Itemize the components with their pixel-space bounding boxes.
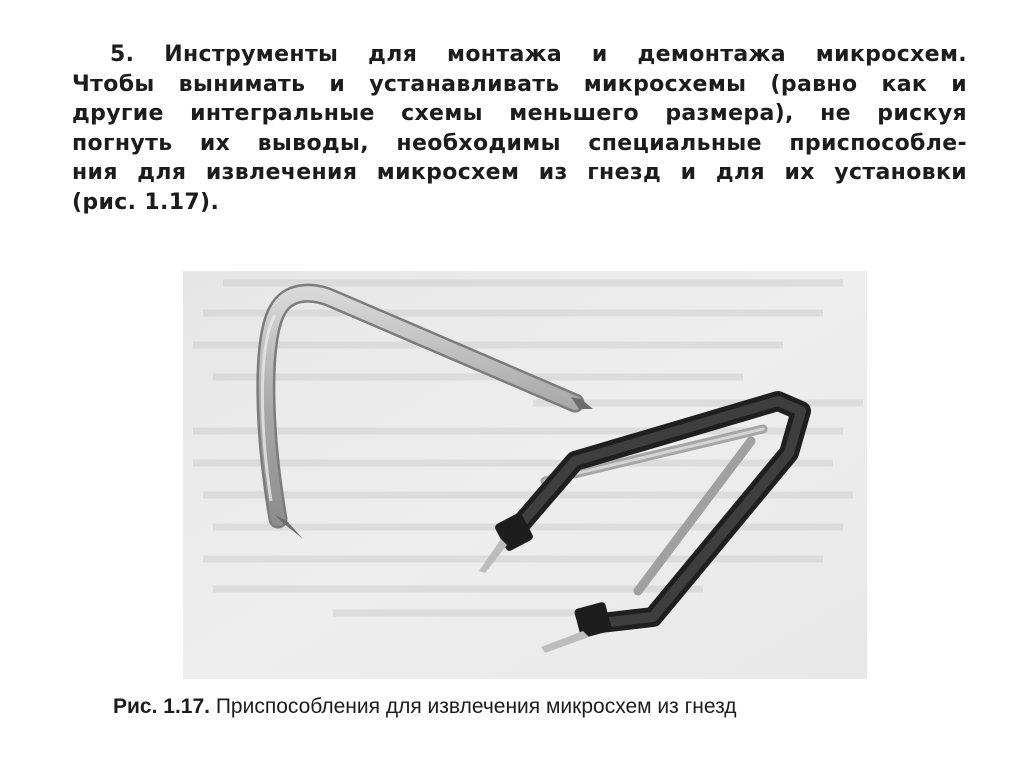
figure-photo	[183, 271, 867, 679]
caption-label: Рис. 1.17.	[113, 695, 210, 718]
figure-caption	[113, 693, 953, 721]
body-paragraph	[72, 40, 972, 217]
paragraph-line: другие интегральные схемы меньшего размера), не рискуя	[72, 101, 967, 126]
paragraph-line: погнуть их выводы, необходимы специальные приспособле-	[72, 130, 967, 156]
caption-text: Приспособления для извлечения микросхем из гнезд	[209, 695, 737, 718]
paragraph-line: Чтобы вынимать и устанавливать микросхемы (равно как и	[72, 71, 967, 97]
paragraph-line: ния для извлечения микросхем из гнезд и для их установки	[72, 160, 967, 185]
tools-illustration	[183, 271, 867, 679]
paragraph-line: 5. Инструменты для монтажа и демонтажа микросхем.	[110, 42, 967, 67]
paragraph-line: (рис. 1.17).	[72, 189, 220, 215]
